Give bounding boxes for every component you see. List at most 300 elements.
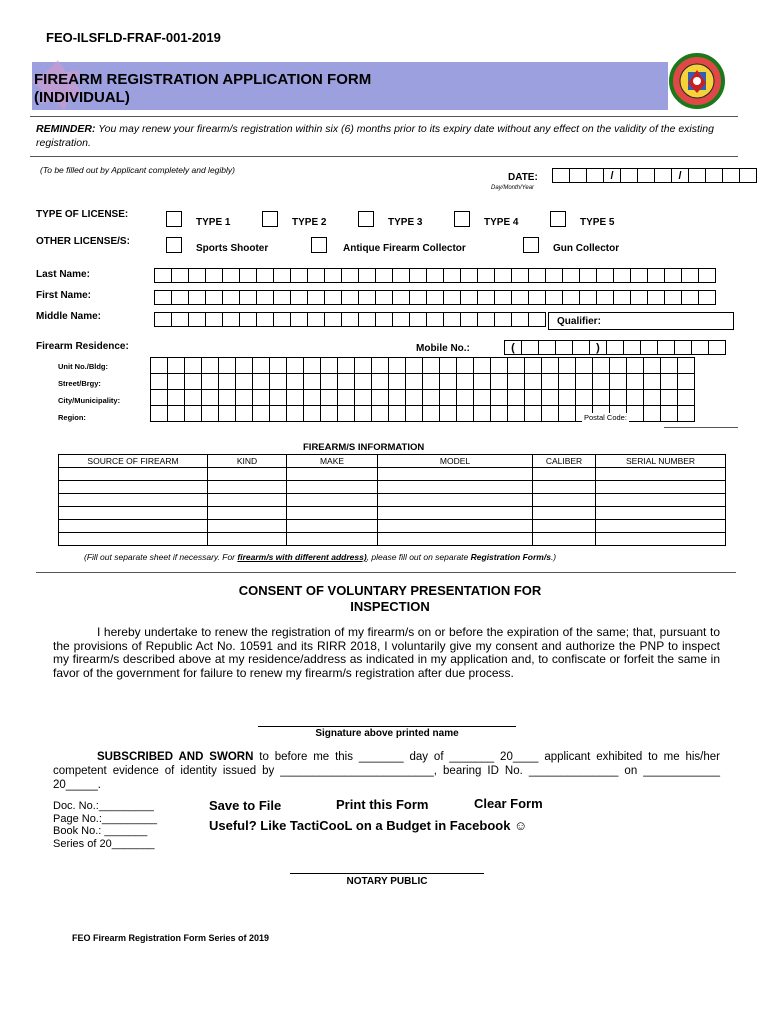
firearm-cell[interactable] [533,481,596,494]
char-box[interactable] [440,406,457,422]
char-box[interactable] [495,313,512,327]
char-box[interactable] [287,374,304,390]
char-box[interactable] [172,291,189,305]
char-box[interactable] [546,291,563,305]
char-box[interactable] [495,291,512,305]
char-box[interactable] [665,291,682,305]
firearm-cell[interactable] [287,507,378,520]
char-box[interactable] [644,406,661,422]
char-box[interactable] [393,269,410,283]
char-box[interactable] [474,406,491,422]
firearm-cell[interactable] [208,468,287,481]
char-box[interactable] [627,374,644,390]
last-name-grid[interactable] [154,268,716,283]
char-box[interactable] [202,390,219,406]
char-box[interactable] [474,390,491,406]
char-box[interactable] [308,269,325,283]
char-box[interactable] [508,358,525,374]
firearm-cell[interactable] [208,533,287,546]
char-box[interactable] [185,390,202,406]
firearm-cell[interactable] [59,468,208,481]
char-box[interactable] [614,269,631,283]
char-box[interactable] [508,374,525,390]
char-box[interactable] [321,390,338,406]
char-box[interactable] [661,358,678,374]
char-box[interactable] [304,390,321,406]
char-box[interactable] [168,358,185,374]
char-box[interactable] [457,406,474,422]
char-box[interactable] [342,269,359,283]
char-box[interactable] [699,291,716,305]
char-box[interactable] [155,291,172,305]
char-box[interactable] [338,406,355,422]
char-box[interactable] [440,374,457,390]
char-box[interactable] [389,374,406,390]
char-box[interactable] [236,406,253,422]
char-box[interactable] [219,406,236,422]
char-box[interactable] [427,291,444,305]
char-box[interactable] [610,358,627,374]
char-box[interactable] [627,390,644,406]
doc-no: Doc. No.:_________ [53,800,154,812]
firearm-cell[interactable] [596,494,726,507]
char-box[interactable] [172,269,189,283]
firearm-cell[interactable] [533,507,596,520]
char-box[interactable] [355,374,372,390]
doc-numbers [53,800,157,850]
char-box[interactable] [491,374,508,390]
char-box[interactable] [508,390,525,406]
char-box[interactable] [270,358,287,374]
char-box[interactable] [168,374,185,390]
char-box[interactable] [189,291,206,305]
char-box[interactable] [597,291,614,305]
char-box[interactable] [359,313,376,327]
char-box[interactable] [151,358,168,374]
char-box[interactable] [580,269,597,283]
char-box[interactable] [699,269,716,283]
firearm-cell[interactable] [208,520,287,533]
first-name-grid[interactable] [154,290,716,305]
firearm-cell[interactable] [208,494,287,507]
char-box[interactable] [478,291,495,305]
type1-checkbox[interactable] [166,211,182,227]
char-box[interactable] [270,374,287,390]
char-box[interactable] [508,406,525,422]
char-box[interactable] [189,313,206,327]
char-box[interactable] [491,406,508,422]
char-box[interactable] [223,269,240,283]
char-box[interactable] [457,390,474,406]
char-box[interactable] [304,358,321,374]
char-box[interactable] [355,390,372,406]
char-box[interactable] [406,358,423,374]
char-box[interactable] [355,406,372,422]
form-title [34,71,371,107]
firearm-cell[interactable] [596,533,726,546]
middle-name-grid[interactable] [154,312,546,327]
char-box[interactable] [576,390,593,406]
char-box[interactable] [614,291,631,305]
char-box[interactable] [457,358,474,374]
sworn-text: to before me this _______ day of _______ 20____ applicant exhibited to me his/her competent evidence of identity issued by ________________________, bearing ID No. ______________ on ____________ 20_____. [53,751,720,791]
firearm-row[interactable] [59,507,726,520]
char-box[interactable] [151,406,168,422]
char-box[interactable] [219,390,236,406]
gun-collector-checkbox[interactable] [523,237,539,253]
char-box[interactable] [172,313,189,327]
char-box[interactable] [240,313,257,327]
other-license-label: OTHER LICENSE/S: [36,236,130,247]
char-box[interactable] [474,374,491,390]
char-box[interactable] [525,406,542,422]
char-box[interactable] [478,313,495,327]
save-to-file-button[interactable]: Save to File [209,798,282,813]
char-box[interactable] [491,358,508,374]
char-box[interactable] [240,291,257,305]
firearm-cell[interactable] [287,520,378,533]
char-box[interactable] [631,291,648,305]
char-box[interactable] [423,390,440,406]
firearm-cell[interactable] [59,520,208,533]
char-box[interactable] [525,374,542,390]
char-box[interactable] [610,390,627,406]
type2-checkbox[interactable] [262,211,278,227]
char-box[interactable] [661,374,678,390]
char-box[interactable] [253,406,270,422]
char-box[interactable] [610,374,627,390]
firearms-table [58,454,726,546]
char-box[interactable] [410,291,427,305]
char-box[interactable] [253,358,270,374]
char-box[interactable] [376,291,393,305]
char-box[interactable] [240,269,257,283]
firearms-header-row [59,455,726,468]
char-box[interactable] [236,358,253,374]
char-box[interactable] [661,390,678,406]
firearm-cell[interactable] [596,520,726,533]
char-box[interactable] [287,358,304,374]
char-box[interactable] [410,313,427,327]
firearm-cell[interactable] [378,494,533,507]
firearm-cell[interactable] [378,468,533,481]
char-box[interactable] [457,374,474,390]
page-no: Page No.:_________ [53,812,157,825]
char-box[interactable] [257,291,274,305]
firearm-cell[interactable] [378,481,533,494]
char-box[interactable] [338,390,355,406]
firearm-cell[interactable] [596,468,726,481]
char-box[interactable] [661,406,678,422]
firearm-cell[interactable] [208,507,287,520]
char-box[interactable] [631,269,648,283]
char-box[interactable] [529,269,546,283]
facebook-promo-link[interactable]: Useful? Like TactiCooL on a Budget in Facebook ☺ [209,818,528,833]
char-box[interactable] [308,313,325,327]
char-box[interactable] [512,291,529,305]
char-box[interactable] [359,269,376,283]
signature-label: Signature above printed name [315,728,459,739]
char-box[interactable] [185,406,202,422]
print-form-button[interactable]: Print this Form [336,797,429,812]
firearm-cell[interactable] [59,533,208,546]
antique-collector-checkbox[interactable] [311,237,327,253]
char-box[interactable] [410,269,427,283]
char-box[interactable] [274,291,291,305]
char-box[interactable] [423,374,440,390]
char-box[interactable] [440,390,457,406]
char-box[interactable] [563,291,580,305]
char-box[interactable] [304,406,321,422]
divider [30,116,738,117]
char-box[interactable] [593,374,610,390]
char-box[interactable] [423,406,440,422]
firearm-row[interactable] [59,468,726,481]
char-box[interactable] [219,374,236,390]
char-box[interactable] [168,406,185,422]
char-box[interactable] [444,291,461,305]
char-box[interactable] [321,358,338,374]
sports-shooter-checkbox[interactable] [166,237,182,253]
char-box[interactable] [542,390,559,406]
char-box[interactable] [325,291,342,305]
char-box[interactable] [270,406,287,422]
char-box[interactable] [559,406,576,422]
char-box[interactable] [427,269,444,283]
date-input-grid[interactable] [552,168,757,183]
char-box[interactable] [559,374,576,390]
char-box[interactable] [559,390,576,406]
char-box[interactable] [291,269,308,283]
signature-line[interactable] [258,726,516,727]
char-box[interactable] [308,291,325,305]
char-box[interactable] [151,390,168,406]
street-label: Street/Brgy: [58,379,101,388]
char-box[interactable] [529,313,546,327]
char-box[interactable] [678,358,695,374]
char-box[interactable] [321,406,338,422]
qualifier-field[interactable] [548,312,734,330]
mobile-no-grid[interactable] [504,340,726,355]
firearm-cell[interactable] [378,507,533,520]
mobile-no-label: Mobile No.: [416,343,470,354]
char-box[interactable] [270,390,287,406]
consent-title-line2: INSPECTION [350,599,430,614]
char-box[interactable] [389,406,406,422]
char-box[interactable] [542,358,559,374]
char-box[interactable] [444,313,461,327]
address-row[interactable] [151,390,695,406]
char-box[interactable] [525,390,542,406]
char-box[interactable] [389,390,406,406]
char-box[interactable] [202,406,219,422]
char-box[interactable] [189,269,206,283]
firearm-row[interactable] [59,494,726,507]
note-text: (Fill out separate sheet if necessary. For [84,552,238,562]
char-box[interactable] [593,358,610,374]
char-box[interactable] [253,390,270,406]
type4-checkbox[interactable] [454,211,470,227]
char-box[interactable] [542,374,559,390]
firearm-cell[interactable] [533,468,596,481]
firearm-cell[interactable] [533,520,596,533]
char-box[interactable] [287,390,304,406]
char-box[interactable] [359,291,376,305]
firearm-cell[interactable] [596,481,726,494]
firearm-row[interactable] [59,520,726,533]
char-box[interactable] [376,313,393,327]
type5-checkbox[interactable] [550,211,566,227]
char-box[interactable] [274,313,291,327]
firearm-cell[interactable] [59,481,208,494]
char-box[interactable] [376,269,393,283]
char-box[interactable] [202,358,219,374]
note-link-text: firearm/s with different address) [237,552,367,562]
char-box[interactable] [593,390,610,406]
char-box[interactable] [325,269,342,283]
char-box[interactable] [495,269,512,283]
char-box[interactable] [372,374,389,390]
char-box[interactable] [444,269,461,283]
postal-code-line[interactable] [664,427,738,428]
firearm-cell[interactable] [533,494,596,507]
char-box[interactable] [627,358,644,374]
char-box[interactable] [372,390,389,406]
char-box[interactable] [206,291,223,305]
char-box[interactable] [644,374,661,390]
firearm-cell[interactable] [287,481,378,494]
char-box[interactable] [223,313,240,327]
address-row[interactable] [151,374,695,390]
type3-checkbox[interactable] [358,211,374,227]
char-box[interactable] [423,358,440,374]
char-box[interactable] [427,313,444,327]
char-box[interactable] [393,313,410,327]
char-box[interactable] [338,358,355,374]
clear-form-button[interactable]: Clear Form [474,796,543,811]
char-box[interactable] [682,291,699,305]
firearm-row[interactable] [59,533,726,546]
char-box[interactable] [678,390,695,406]
reminder-text: You may renew your firearm/s registration within six (6) months prior to its expiry date without any effect on the validity of the existing registration. [36,123,714,149]
firearm-residence-label: Firearm Residence: [36,341,129,352]
char-box[interactable] [627,406,644,422]
char-box[interactable] [525,358,542,374]
char-box[interactable] [304,374,321,390]
firearm-cell[interactable] [596,507,726,520]
char-box[interactable] [644,358,661,374]
char-box[interactable] [512,269,529,283]
char-box[interactable] [168,390,185,406]
address-row[interactable] [151,358,695,374]
char-box[interactable] [274,269,291,283]
char-box[interactable] [219,358,236,374]
char-box[interactable] [440,358,457,374]
char-box[interactable] [321,374,338,390]
form-title-line2: (INDIVIDUAL) [34,89,130,106]
char-box[interactable] [576,358,593,374]
char-box[interactable] [393,291,410,305]
sworn-bold: SUBSCRIBED AND SWORN [97,751,254,763]
char-box[interactable] [491,390,508,406]
firearm-cell[interactable] [378,533,533,546]
char-box[interactable] [648,269,665,283]
char-box[interactable] [461,291,478,305]
firearm-row[interactable] [59,481,726,494]
char-box[interactable] [542,406,559,422]
char-box[interactable] [155,313,172,327]
firearm-cell[interactable] [59,494,208,507]
char-box[interactable] [355,358,372,374]
char-box[interactable] [257,313,274,327]
firearm-cell[interactable] [287,468,378,481]
char-box[interactable] [185,358,202,374]
char-box[interactable] [478,269,495,283]
char-box[interactable] [338,374,355,390]
firearm-cell[interactable] [533,533,596,546]
notary-signature-line[interactable] [290,873,484,874]
char-box[interactable] [236,390,253,406]
char-box[interactable] [223,291,240,305]
char-box[interactable] [389,358,406,374]
firearm-cell[interactable] [287,533,378,546]
char-box[interactable] [406,374,423,390]
char-box[interactable] [202,374,219,390]
char-box[interactable] [372,406,389,422]
char-box[interactable] [206,269,223,283]
char-box[interactable] [151,374,168,390]
char-box[interactable] [206,313,223,327]
char-box[interactable] [563,269,580,283]
char-box[interactable] [253,374,270,390]
char-box[interactable] [644,390,661,406]
char-box[interactable] [648,291,665,305]
char-box[interactable] [291,291,308,305]
char-box[interactable] [406,390,423,406]
firearm-cell[interactable] [378,520,533,533]
char-box[interactable] [461,313,478,327]
char-box[interactable] [342,291,359,305]
char-box[interactable] [576,374,593,390]
char-box[interactable] [597,269,614,283]
char-box[interactable] [678,374,695,390]
char-box[interactable] [546,269,563,283]
char-box[interactable] [529,291,546,305]
char-box[interactable] [236,374,253,390]
char-box[interactable] [342,313,359,327]
type5-label: TYPE 5 [580,217,615,228]
char-box[interactable] [287,406,304,422]
char-box[interactable] [257,269,274,283]
char-box[interactable] [512,313,529,327]
char-box[interactable] [461,269,478,283]
char-box[interactable] [185,374,202,390]
firearm-cell[interactable] [59,507,208,520]
char-box[interactable] [474,358,491,374]
firearm-cell[interactable] [287,494,378,507]
char-box[interactable] [155,269,172,283]
char-box[interactable] [372,358,389,374]
char-box[interactable] [682,269,699,283]
char-box[interactable] [665,269,682,283]
char-box[interactable] [580,291,597,305]
char-box[interactable] [406,406,423,422]
firearm-cell[interactable] [208,481,287,494]
char-box[interactable] [559,358,576,374]
char-box[interactable] [325,313,342,327]
char-box[interactable] [291,313,308,327]
char-box[interactable] [678,406,695,422]
